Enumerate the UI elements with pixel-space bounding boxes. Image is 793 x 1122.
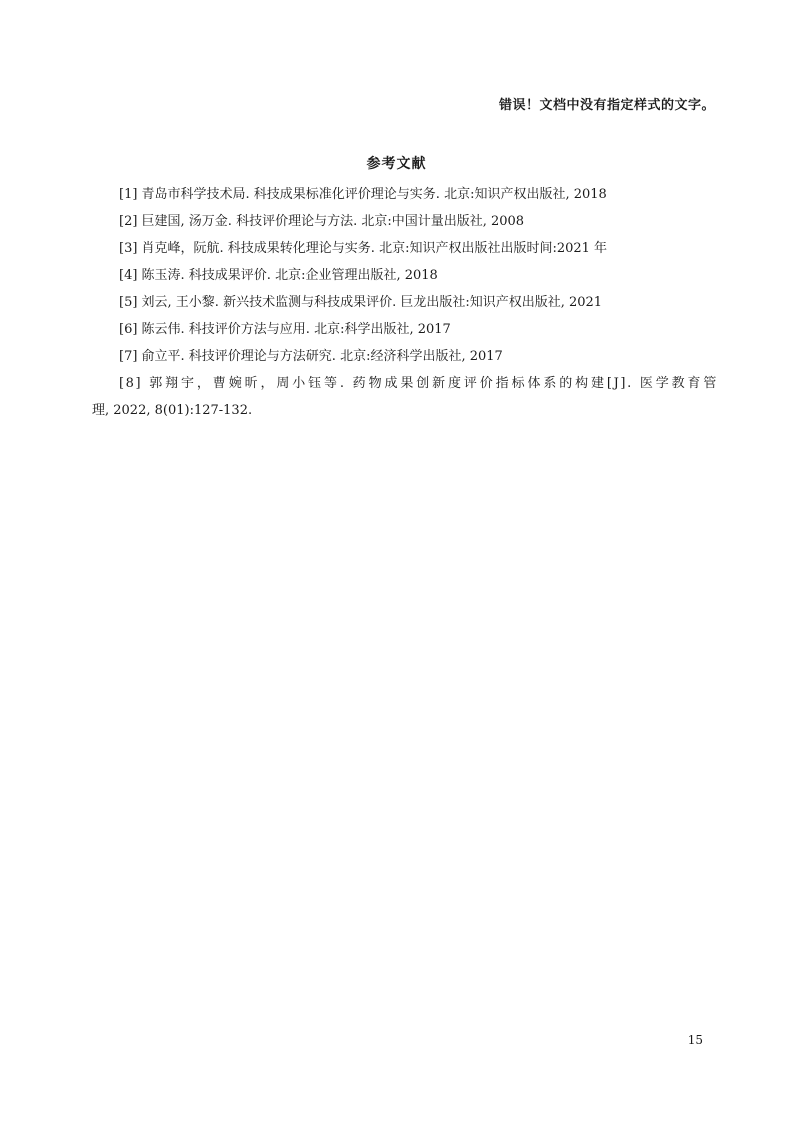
references-title: 参考文献 — [366, 156, 427, 172]
header-note: 错误！文档中没有指定样式的文字。 — [498, 98, 715, 113]
reference-item-6: [6] 陈云伟. 科技评价方法与应用. 北京:科学出版社, 2017 — [119, 322, 451, 337]
reference-item-1: [1] 青岛市科学技术局. 科技成果标准化评价理论与实务. 北京:知识产权出版社, 2018 — [119, 187, 607, 202]
reference-item-3: [3] 肖克峰，阮航. 科技成果转化理论与实务. 北京:知识产权出版社出版时间:2021 年 — [119, 241, 608, 256]
reference-item-5: [5] 刘云, 王小黎. 新兴技术监测与科技成果评价. 巨龙出版社:知识产权出版社, 2021 — [119, 295, 603, 310]
page-number: 15 — [687, 1033, 703, 1047]
reference-item-8-line-1: [8] 郭翔宇，曹婉昕，周小钰等. 药物成果创新度评价指标体系的构建[J]. 医学教育管 — [119, 376, 718, 391]
reference-item-8-line-2: 理, 2022, 8(01):127-132. — [92, 403, 253, 418]
reference-item-2: [2] 巨建国, 汤万金. 科技评价理论与方法. 北京:中国计量出版社, 2008 — [119, 214, 525, 229]
reference-item-4: [4] 陈玉涛. 科技成果评价. 北京:企业管理出版社, 2018 — [119, 268, 438, 283]
reference-item-8 — [92, 370, 718, 424]
reference-list — [92, 181, 718, 424]
reference-item-7: [7] 俞立平. 科技评价理论与方法研究. 北京:经济科学出版社, 2017 — [119, 349, 503, 364]
